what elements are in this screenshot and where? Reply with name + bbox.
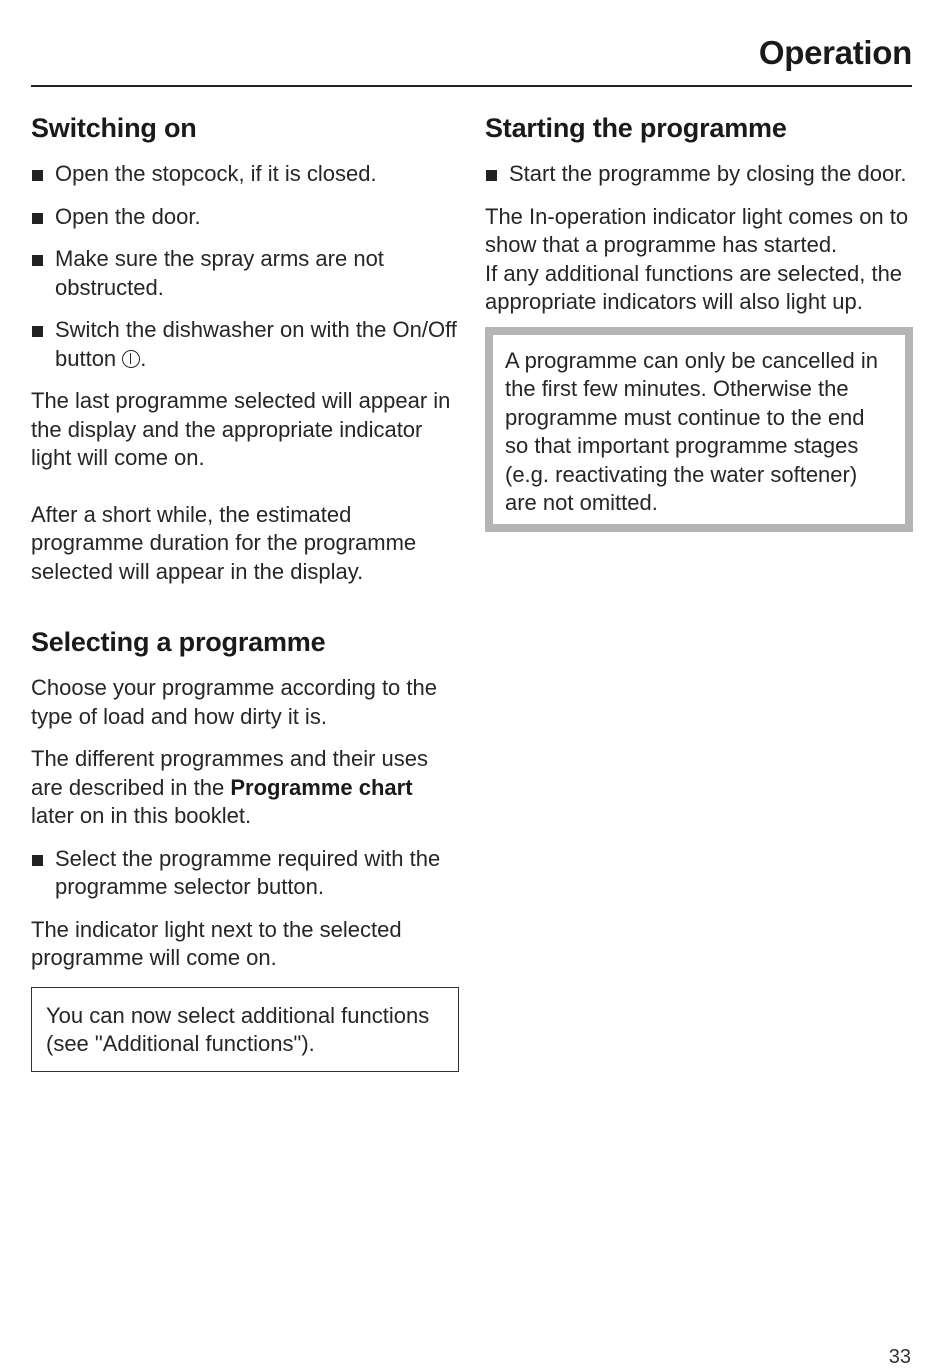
section-selecting-programme: [31, 622, 459, 1072]
note-box: [31, 987, 459, 1072]
bullet-item: [31, 245, 459, 302]
paragraph-text: The different programmes and their uses are described in the: [31, 746, 429, 800]
square-bullet-icon: [32, 255, 43, 266]
bullet-text: Make sure the spray arms are not obstructed.: [55, 246, 384, 300]
page-number: 33: [888, 1346, 911, 1368]
square-bullet-icon: [32, 855, 43, 866]
bullet-item: [485, 160, 913, 189]
bullet-text: Switch the dishwasher on with the On/Off button: [55, 317, 457, 371]
right-column: [485, 108, 913, 532]
bullet-text: Start the programme by closing the door.: [509, 161, 907, 186]
square-bullet-icon: [486, 170, 497, 181]
programme-chart-reference: Programme chart: [230, 774, 413, 800]
warning-box: [485, 327, 913, 532]
page-header: [31, 30, 912, 87]
bullet-item: [31, 316, 459, 373]
note-text: You can now select additional functions (see "Additional functions").: [46, 1002, 430, 1056]
power-button-icon: [122, 350, 140, 368]
heading-selecting-programme: Selecting a programme: [31, 627, 326, 657]
square-bullet-icon: [32, 326, 43, 337]
paragraph: After a short while, the estimated programme duration for the programme selected will appear in the display.: [31, 501, 417, 584]
bullet-text: Open the stopcock, if it is closed.: [55, 161, 377, 186]
page-title: Operation: [758, 34, 912, 71]
left-column: [31, 108, 459, 1072]
bullet-item: [31, 203, 459, 232]
bullet-item: [31, 845, 459, 902]
paragraph: If any additional functions are selected, the appropriate indicators will also light up.: [485, 260, 903, 314]
section-starting-programme: [485, 108, 913, 532]
paragraph: The last programme selected will appear in the display and the appropriate indicator light will come on.: [31, 388, 451, 470]
warning-text: A programme can only be cancelled in the first few minutes. Otherwise the programme must continue to the end so that important programme stages (e.g. reactivating the water softener) are not omitted.: [505, 347, 878, 515]
bullet-text-suffix: .: [140, 345, 147, 371]
paragraph: The In-operation indicator light comes on to show that a programme has started.: [485, 203, 909, 257]
paragraph: Choose your programme according to the type of load and how dirty it is.: [31, 675, 437, 729]
heading-switching-on: Switching on: [31, 113, 197, 143]
bullet-item: [31, 160, 459, 189]
paragraph: [31, 745, 459, 831]
square-bullet-icon: [32, 170, 43, 181]
paragraph: The indicator light next to the selected programme will come on.: [31, 916, 402, 970]
paragraph-text: later on in this booklet.: [31, 803, 252, 828]
heading-starting-programme: Starting the programme: [485, 113, 787, 143]
square-bullet-icon: [32, 213, 43, 224]
bullet-text: Select the programme required with the programme selector button.: [55, 845, 441, 899]
bullet-text: Open the door.: [55, 203, 201, 229]
section-switching-on: [31, 108, 459, 586]
